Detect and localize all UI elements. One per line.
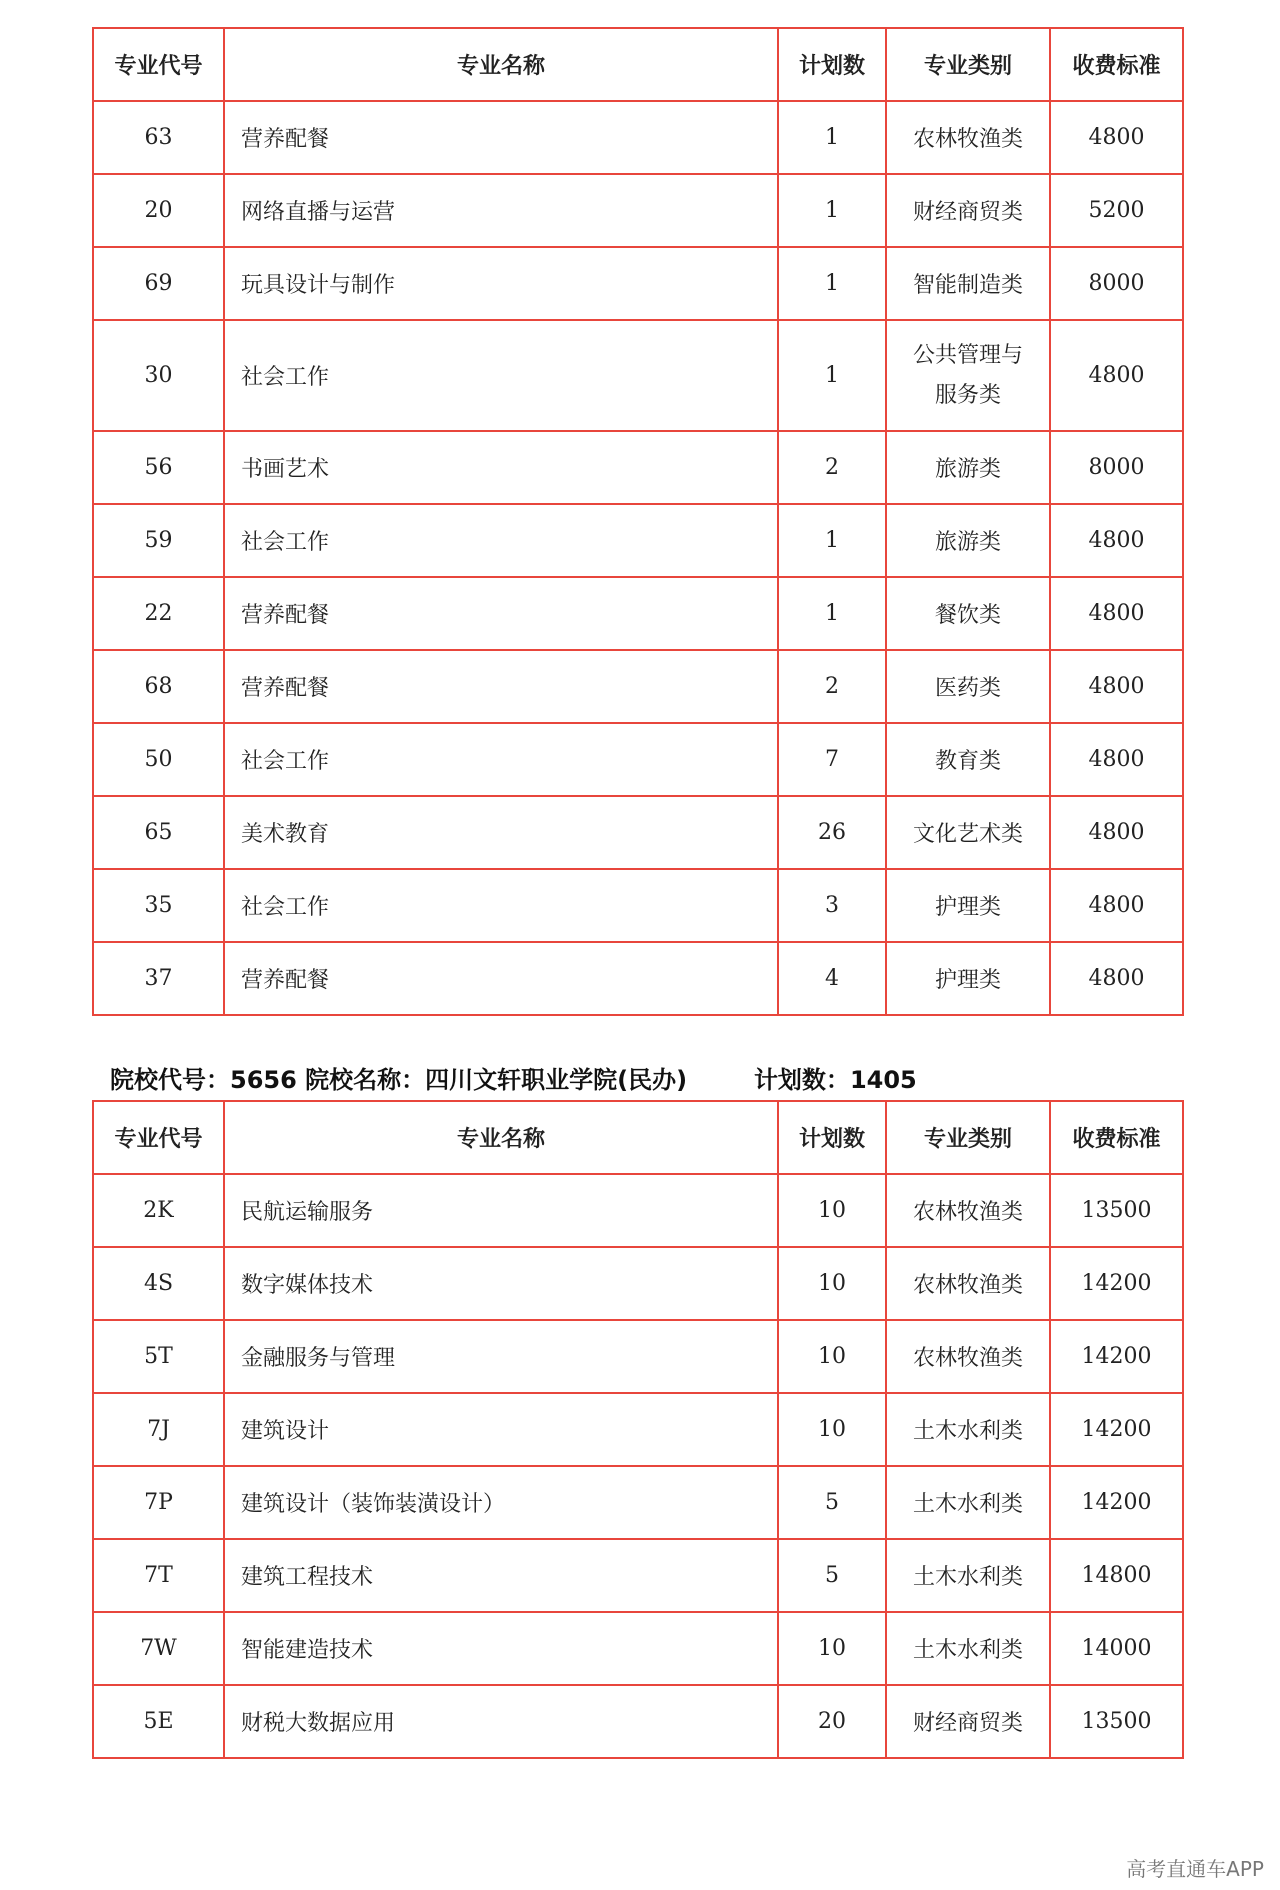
major-name: 建筑工程技术 [224, 1539, 778, 1612]
major-name: 营养配餐 [224, 101, 778, 174]
major-fee: 4800 [1050, 869, 1183, 942]
major-plan: 10 [778, 1612, 886, 1685]
table-row [93, 1612, 1183, 1685]
table-row [93, 1466, 1183, 1539]
table-row [93, 1320, 1183, 1393]
major-fee: 14200 [1050, 1320, 1183, 1393]
major-name: 社会工作 [224, 723, 778, 796]
header-code: 专业代号 [93, 28, 224, 101]
major-plan: 5 [778, 1539, 886, 1612]
major-name: 财税大数据应用 [224, 1685, 778, 1758]
major-code: 4S [93, 1247, 224, 1320]
watermark: 高考直通车APP [1126, 1857, 1264, 1881]
major-category: 教育类 [886, 723, 1050, 796]
major-category: 农林牧渔类 [886, 1247, 1050, 1320]
major-code: 7W [93, 1612, 224, 1685]
major-category [886, 320, 1050, 431]
major-category-text: 公共管理与服务类 [912, 342, 1023, 408]
major-category: 财经商贸类 [886, 1685, 1050, 1758]
major-name: 社会工作 [224, 869, 778, 942]
table-row [93, 723, 1183, 796]
major-plan: 2 [778, 431, 886, 504]
header-name: 专业名称 [224, 28, 778, 101]
major-code: 65 [93, 796, 224, 869]
major-code: 50 [93, 723, 224, 796]
school-plan: 1405 [849, 1066, 917, 1094]
major-category: 农林牧渔类 [886, 1320, 1050, 1393]
major-code: 69 [93, 247, 224, 320]
major-name: 民航运输服务 [224, 1174, 778, 1247]
major-fee: 14800 [1050, 1539, 1183, 1612]
table-row [93, 1539, 1183, 1612]
major-code: 5T [93, 1320, 224, 1393]
school-info-line [110, 1060, 917, 1095]
major-fee: 14200 [1050, 1466, 1183, 1539]
major-plan: 10 [778, 1320, 886, 1393]
header-category: 专业类别 [886, 28, 1050, 101]
major-code: 63 [93, 101, 224, 174]
major-plan: 1 [778, 320, 886, 431]
school-code-label: 院校代号： [110, 1066, 230, 1094]
header-fee: 收费标准 [1050, 28, 1183, 101]
major-name: 网络直播与运营 [224, 174, 778, 247]
major-plan: 26 [778, 796, 886, 869]
major-plan: 10 [778, 1393, 886, 1466]
header-plan: 计划数 [778, 28, 886, 101]
major-plan: 5 [778, 1466, 886, 1539]
major-category: 农林牧渔类 [886, 101, 1050, 174]
major-category: 文化艺术类 [886, 796, 1050, 869]
major-name: 玩具设计与制作 [224, 247, 778, 320]
major-name: 美术教育 [224, 796, 778, 869]
major-plan: 4 [778, 942, 886, 1015]
table-row [93, 869, 1183, 942]
table-header-row [93, 28, 1183, 101]
major-fee: 4800 [1050, 504, 1183, 577]
major-plan: 1 [778, 247, 886, 320]
major-code: 30 [93, 320, 224, 431]
major-plan: 10 [778, 1174, 886, 1247]
major-category: 农林牧渔类 [886, 1174, 1050, 1247]
table-header-row [93, 1101, 1183, 1174]
table-row [93, 320, 1183, 431]
major-code: 2K [93, 1174, 224, 1247]
major-fee: 4800 [1050, 101, 1183, 174]
major-category: 土木水利类 [886, 1612, 1050, 1685]
major-fee: 4800 [1050, 320, 1183, 431]
table-row [93, 1685, 1183, 1758]
major-fee: 14200 [1050, 1393, 1183, 1466]
major-code: 5E [93, 1685, 224, 1758]
major-category: 旅游类 [886, 504, 1050, 577]
major-name: 营养配餐 [224, 577, 778, 650]
major-category: 土木水利类 [886, 1466, 1050, 1539]
major-name: 社会工作 [224, 320, 778, 431]
major-category: 护理类 [886, 942, 1050, 1015]
major-category: 土木水利类 [886, 1539, 1050, 1612]
major-category: 旅游类 [886, 431, 1050, 504]
table-row [93, 796, 1183, 869]
major-name: 建筑设计 [224, 1393, 778, 1466]
table-row [93, 577, 1183, 650]
major-category: 餐饮类 [886, 577, 1050, 650]
table-row [93, 1393, 1183, 1466]
major-fee: 4800 [1050, 942, 1183, 1015]
major-code: 7P [93, 1466, 224, 1539]
major-code: 56 [93, 431, 224, 504]
major-category: 财经商贸类 [886, 174, 1050, 247]
major-plan: 1 [778, 504, 886, 577]
school-plan-label: 计划数： [753, 1066, 850, 1094]
major-code: 7T [93, 1539, 224, 1612]
table-row [93, 504, 1183, 577]
school-name-label: 院校名称： [305, 1066, 426, 1094]
major-plan: 1 [778, 174, 886, 247]
major-fee: 4800 [1050, 577, 1183, 650]
header-plan: 计划数 [778, 1101, 886, 1174]
major-name: 金融服务与管理 [224, 1320, 778, 1393]
major-plan: 1 [778, 577, 886, 650]
major-name: 建筑设计（装饰装潢设计） [224, 1466, 778, 1539]
major-code: 37 [93, 942, 224, 1015]
table-row [93, 431, 1183, 504]
major-code: 20 [93, 174, 224, 247]
header-category: 专业类别 [886, 1101, 1050, 1174]
major-fee: 4800 [1050, 650, 1183, 723]
major-category: 护理类 [886, 869, 1050, 942]
major-plan: 10 [778, 1247, 886, 1320]
major-name: 营养配餐 [224, 650, 778, 723]
major-table-1 [92, 27, 1184, 1016]
major-plan: 1 [778, 101, 886, 174]
major-category: 智能制造类 [886, 247, 1050, 320]
school-code: 5656 [230, 1066, 297, 1094]
major-fee: 13500 [1050, 1174, 1183, 1247]
major-name: 社会工作 [224, 504, 778, 577]
major-code: 59 [93, 504, 224, 577]
header-name: 专业名称 [224, 1101, 778, 1174]
major-code: 35 [93, 869, 224, 942]
header-fee: 收费标准 [1050, 1101, 1183, 1174]
header-code: 专业代号 [93, 1101, 224, 1174]
school-name: 四川文轩职业学院(民办) [425, 1066, 688, 1094]
major-fee: 14000 [1050, 1612, 1183, 1685]
major-name: 数字媒体技术 [224, 1247, 778, 1320]
major-table-2 [92, 1100, 1184, 1759]
table-row [93, 942, 1183, 1015]
major-plan: 2 [778, 650, 886, 723]
major-fee: 14200 [1050, 1247, 1183, 1320]
major-fee: 8000 [1050, 247, 1183, 320]
table-row [93, 174, 1183, 247]
major-plan: 7 [778, 723, 886, 796]
major-fee: 4800 [1050, 796, 1183, 869]
major-plan: 20 [778, 1685, 886, 1758]
major-code: 68 [93, 650, 224, 723]
major-fee: 4800 [1050, 723, 1183, 796]
table-row [93, 650, 1183, 723]
major-category: 土木水利类 [886, 1393, 1050, 1466]
table-row [93, 247, 1183, 320]
table-row [93, 1174, 1183, 1247]
major-fee: 8000 [1050, 431, 1183, 504]
major-name: 营养配餐 [224, 942, 778, 1015]
major-code: 7J [93, 1393, 224, 1466]
major-fee: 13500 [1050, 1685, 1183, 1758]
major-code: 22 [93, 577, 224, 650]
table-row [93, 1247, 1183, 1320]
major-name: 智能建造技术 [224, 1612, 778, 1685]
major-name: 书画艺术 [224, 431, 778, 504]
table-row [93, 101, 1183, 174]
major-plan: 3 [778, 869, 886, 942]
major-category: 医药类 [886, 650, 1050, 723]
major-fee: 5200 [1050, 174, 1183, 247]
